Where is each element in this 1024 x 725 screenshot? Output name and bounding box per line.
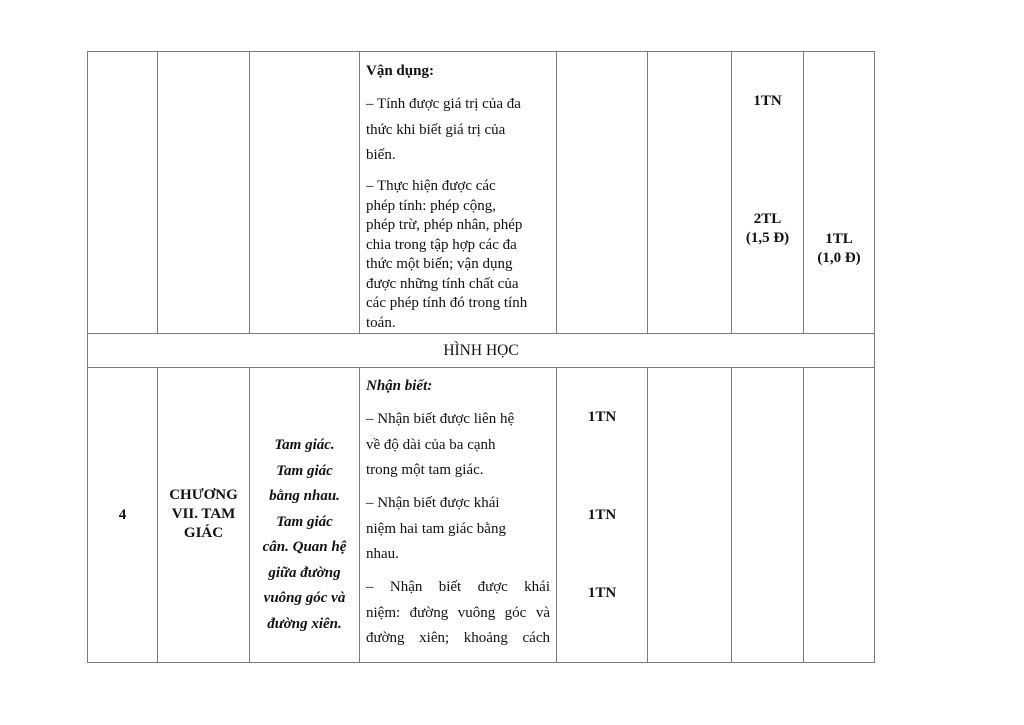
text-line: phép trừ, phép nhân, phép: [366, 217, 523, 233]
row-number: 4: [118, 507, 127, 523]
cell-mark-2tl: 2TL: [753, 211, 782, 227]
cell-mark-1tl: 1TL: [825, 231, 853, 247]
section-border-top: [87, 333, 875, 334]
text-line: các phép tính đó trong tính: [366, 295, 528, 311]
cell-mark-1tn: 1TN: [587, 507, 617, 523]
column-divider: [556, 51, 557, 333]
text-line: nhau.: [366, 546, 399, 562]
van-dung-heading: Vận dụng:: [366, 63, 434, 79]
text-line: cân. Quan hệ: [262, 539, 347, 555]
nhan-biet-heading: Nhận biết:: [366, 378, 433, 394]
text-line: đường xiên.: [267, 615, 342, 632]
cell-mark-2tl-points: (1,5 Đ): [745, 230, 790, 246]
text-line: GIÁC: [183, 525, 224, 541]
section-border-bottom: [87, 367, 875, 368]
table-border-top: [87, 51, 875, 52]
text-line: – Tính được giá trị của đa: [366, 96, 521, 112]
cell-mark-1tl-points: (1,0 Đ): [817, 250, 861, 266]
text-line: – Nhận biết được khái: [366, 579, 550, 595]
text-line: toán.: [366, 314, 396, 331]
text-line: – Nhận biết được liên hệ: [366, 411, 515, 427]
text-line: thức khi biết giá trị của: [366, 121, 506, 138]
column-divider: [647, 367, 648, 662]
column-divider: [249, 51, 250, 333]
column-divider: [803, 51, 804, 333]
column-divider: [731, 367, 732, 662]
cell-mark-1tn: 1TN: [587, 409, 617, 425]
column-divider: [647, 51, 648, 333]
text-line: Tam giác.: [274, 437, 335, 453]
table-border-bottom: [87, 662, 875, 663]
text-line: CHƯƠNG: [169, 487, 238, 503]
text-line: đường xiên; khoảng cách: [366, 630, 550, 646]
table-border-right: [874, 51, 875, 663]
column-divider: [359, 51, 360, 333]
text-line: được những tính chất của: [366, 275, 519, 292]
text-line: giữa đường: [268, 564, 341, 581]
text-line: – Thực hiện được các: [366, 178, 496, 194]
text-line: chia trong tập hợp các đa: [366, 236, 517, 253]
cell-mark-1tn: 1TN: [753, 93, 782, 109]
text-line: vuông góc và: [263, 590, 346, 606]
section-header-hinh-hoc: HÌNH HỌC: [443, 342, 519, 359]
text-line: về độ dài của ba cạnh: [366, 436, 496, 453]
text-line: niệm: đường vuông góc và: [366, 604, 550, 621]
column-divider: [157, 51, 158, 333]
text-line: bằng nhau.: [269, 488, 340, 504]
text-line: biến.: [366, 147, 396, 163]
text-line: Tam giác: [276, 462, 333, 479]
text-line: Tam giác: [276, 513, 333, 530]
column-divider: [359, 367, 360, 662]
text-line: thức một biến; vận dụng: [366, 256, 513, 272]
text-line: – Nhận biết được khái: [366, 495, 500, 511]
text-line: niệm hai tam giác bằng: [366, 520, 506, 537]
text-line: VII. TAM: [171, 506, 236, 522]
text-line: trong một tam giác.: [366, 462, 484, 478]
text-line: phép tính: phép cộng,: [366, 197, 496, 214]
cell-mark-1tn: 1TN: [587, 585, 617, 601]
column-divider: [803, 367, 804, 662]
